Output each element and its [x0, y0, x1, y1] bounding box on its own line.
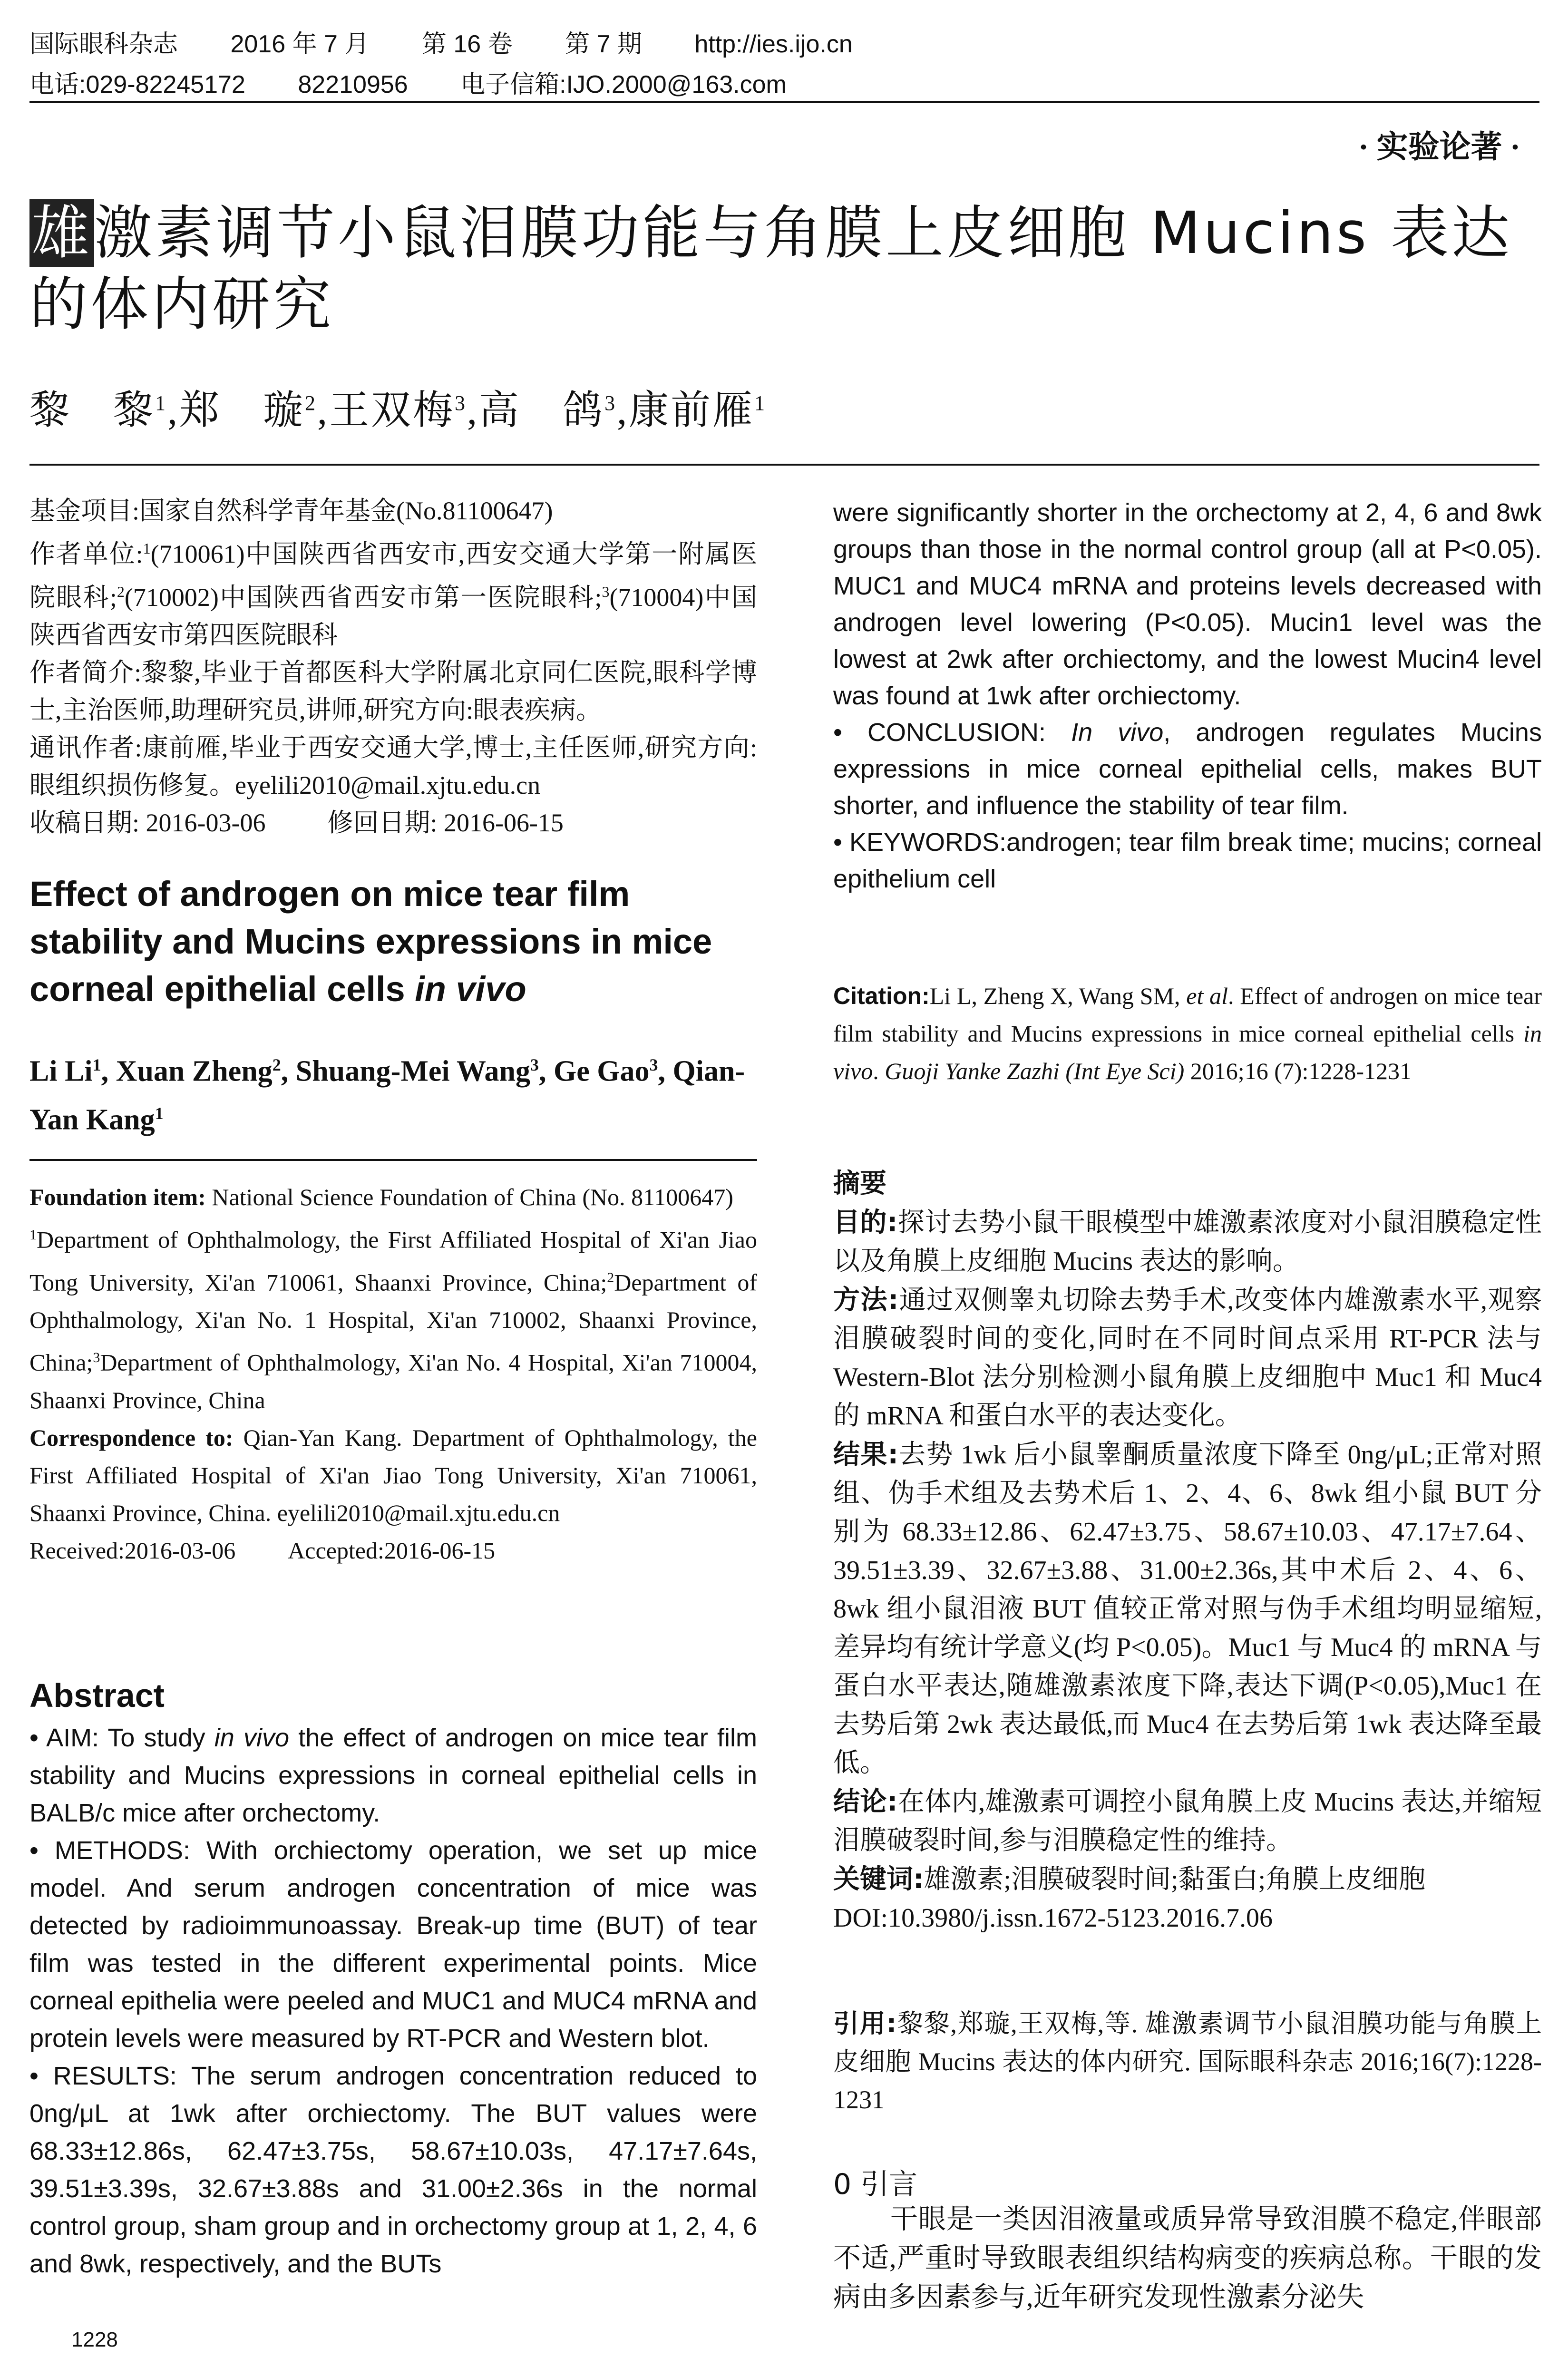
results-label: • RESULTS: — [29, 2062, 177, 2090]
dates-zh — [29, 804, 757, 842]
zh-conclusion-label: 结论: — [833, 1786, 898, 1817]
departments-en: $^1$Department of Ophthalmology, the First Affiliated Hospital of Xi'an Jiao Tong University, Xi'an 710061, Shaanxi Province, China;$^2$Department of Ophthalmology, Xi'an No. 1 Hospital, Xi'an 710002, Shaanxi Province, China;$^3$Department of Ophthalmology, Xi'an No. 4 Hospital, Xi'an 710004, Shaanxi Province, China — [29, 1226, 757, 1413]
citation-etal: et al — [1186, 983, 1228, 1009]
abstract-results — [29, 2057, 757, 2283]
zh-conclusion — [833, 1783, 1542, 1860]
article-info — [29, 492, 757, 842]
english-title-main: Effect of androgen on mice tear film stability and Mucins expressions in mice corneal epithelial cells — [29, 874, 712, 1009]
affil-3: (710004)中国陕西省西安市第四医院眼科 — [29, 583, 758, 649]
author-sup: 1 — [155, 1103, 164, 1123]
received-date-en: Received:2016-03-06 — [29, 1537, 236, 1564]
zh-citation-text: 黎黎,郑璇,王双梅,等. 雄激素调节小鼠泪膜功能与角膜上皮细胞 Mucins 表达的体内研究. 国际眼科杂志 2016;16(7):1228-1231 — [833, 2009, 1542, 2114]
chinese-abstract — [833, 1164, 1542, 1938]
citation-label: Citation: — [833, 983, 930, 1009]
title-rest: 激素调节小鼠泪膜功能与角膜上皮细胞 Mucins 表达的体内研究 — [29, 199, 1512, 338]
english-title-italic: in vivo — [415, 969, 526, 1009]
author-zh: 郑 璇 — [179, 389, 305, 433]
phone-2: 82210956 — [298, 71, 408, 98]
title-rule — [29, 464, 1539, 466]
page-number: 1228 — [71, 2328, 118, 2351]
author-en: Qian-Yan Kang — [29, 1055, 745, 1136]
author-zh: 王双梅 — [329, 389, 455, 433]
affiliation-zh: 作者单位:$^1$(710061)中国陕西省西安市,西安交通大学第一附属医院眼科;$^2$(710002)中国陕西省西安市第一医院眼科;$^3$(710004)中国陕西省西安市第四医院眼科 — [29, 540, 758, 649]
authors-en: Li Li$^1$, Xuan Zheng$^2$, Shuang-Mei Wang$^3$, Ge Gao$^3$, Qian-Yan Kang$^1$ — [29, 1055, 745, 1136]
corr-label: Correspondence to: — [29, 1424, 234, 1451]
author-zh: 黎 黎 — [29, 389, 156, 433]
author-sup: 2 — [305, 391, 318, 415]
conclusion-italic: In vivo — [1071, 718, 1164, 747]
affil-1: (710061)中国陕西省西安市,西安交通大学第一附属医院眼科; — [29, 540, 757, 612]
conclusion-label: • CONCLUSION: — [833, 718, 1046, 747]
author-zh: 康前雁 — [629, 389, 755, 433]
zh-results — [833, 1435, 1542, 1783]
author-sup: 1 — [155, 391, 168, 415]
zh-citation-label: 引用: — [833, 2008, 897, 2038]
aim-post: the effect of androgen on mice tear film stability and Mucins expressions in corneal epithelial cells in BALB/c mice after orchectomy. — [29, 1724, 757, 1827]
citation-authors: Li L, Zheng X, Wang SM, — [929, 983, 1180, 1009]
foundation-zh: 基金项目:国家自然科学青年基金(No.81100647) — [29, 497, 553, 525]
zh-conclusion-text: 在体内,雄激素可调控小鼠角膜上皮 Mucins 表达,并缩短泪膜破裂时间,参与泪膜稳定性的维持。 — [833, 1787, 1542, 1855]
volume: 第 16 卷 — [421, 30, 513, 58]
author-en: Li Li — [29, 1055, 93, 1088]
issue-date: 2016 年 7 月 — [230, 30, 370, 58]
author-sup: 3 — [455, 391, 467, 415]
title-highlight: 雄 — [29, 199, 94, 267]
zh-methods — [833, 1281, 1542, 1435]
zh-aim-label: 目的: — [833, 1207, 898, 1238]
methods-label: • METHODS: — [29, 1836, 190, 1865]
methods-text: With orchiectomy operation, we set up mice model. And serum androgen concentration of mice was detected by radioimmunoassay. Break-up time (BUT) of tear film was tested in the different experimental points. Mice corneal epithelia were peeled and MUC1 and MUC4 mRNA and protein levels were measured by RT-PCR and Western blot. — [29, 1836, 757, 2053]
author-en: Shuang-Mei Wang — [295, 1055, 531, 1088]
doi[interactable]: DOI:10.3980/j.issn.1672-5123.2016.7.06 — [833, 1903, 1273, 1933]
citation-zh — [833, 2005, 1542, 2119]
keywords-text: androgen; tear film break time; mucins; corneal epithelium cell — [833, 828, 1542, 893]
abstract-keywords — [833, 824, 1542, 897]
intro-heading: 0 引言 — [833, 2168, 918, 2201]
author-zh: 高 鸽 — [479, 389, 605, 433]
email[interactable]: 电子信箱:IJO.2000@163.com — [460, 71, 787, 98]
author-sup: 2 — [272, 1055, 281, 1074]
foundation-text: National Science Foundation of China (No. 81100647) — [212, 1184, 733, 1210]
journal-header-line2 — [29, 64, 832, 100]
author-en: Ge Gao — [554, 1055, 650, 1088]
zh-keywords — [833, 1860, 1542, 1899]
journal-url[interactable]: http://ies.ijo.cn — [694, 30, 853, 58]
corr-text: Qian-Yan Kang. Department of Ophthalmology, the First Affiliated Hospital of Xi'an Jiao Tong University, Xi'an 710061, Shaanxi Province, China. eyelili2010@mail.xjtu.edu.cn — [29, 1424, 757, 1526]
abstract-methods — [29, 1832, 757, 2057]
zh-aim-text: 探讨去势小鼠干眼模型中雄激素浓度对小鼠泪膜稳定性以及角膜上皮细胞 Mucins 表达的影响。 — [833, 1208, 1542, 1276]
affiliation-en — [29, 1179, 757, 1569]
author-en: Xuan Zheng — [116, 1055, 273, 1088]
zh-aim — [833, 1203, 1542, 1281]
zh-keywords-label: 关键词: — [833, 1864, 924, 1895]
revised-date-zh: 修回日期: 2016-06-15 — [327, 809, 564, 837]
foundation-label: Foundation item: — [29, 1184, 206, 1210]
abstract-conclusion — [833, 714, 1542, 824]
phone: 电话:029-82245172 — [29, 71, 245, 98]
conclusion-text: , androgen regulates Mucins expressions in mice corneal epithelial cells, makes BUT shorter, and influence the stability of tear film. — [833, 718, 1542, 820]
citation-journal: Guoji Yanke Zazhi (Int Eye Sci) — [885, 1058, 1185, 1084]
author-sup: 1 — [754, 391, 767, 415]
corresponding-author-zh: 通讯作者:康前雁,毕业于西安交通大学,博士,主任医师,研究方向:眼组织损伤修复。eyelili2010@mail.xjtu.edu.cn — [29, 733, 757, 799]
zh-keywords-text: 雄激素;泪膜破裂时间;黏蛋白;角膜上皮细胞 — [924, 1865, 1426, 1894]
citation-title: . Effect of androgen on mice tear film stability and Mucins expressions in mice corneal epithelial cells — [833, 983, 1542, 1047]
received-date-zh: 收稿日期: 2016-03-06 — [29, 809, 266, 837]
citation-invivo: in vivo — [833, 1020, 1542, 1084]
aim-label: • AIM: — [29, 1724, 99, 1752]
author-sup: 1 — [92, 1055, 101, 1074]
affil-2: (710002)中国陕西省西安市第一医院眼科; — [124, 583, 602, 612]
authors-rule — [29, 1159, 757, 1161]
zh-methods-label: 方法: — [833, 1285, 899, 1315]
results-text: The serum androgen concentration reduced to 0ng/μL at 1wk after orchiectomy. The BUT values were 68.33±12.86s, 62.47±3.75s, 58.67±10.03s, 47.17±7.64s, 39.51±3.39s, 32.67±3.88s and 31.00±2.36s in the normal control group, sham group and in orchectomy group at 1, 2, 4, 6 and 8wk, respectively, and the BUTs — [29, 2062, 758, 2278]
issue-number: 第 7 期 — [565, 30, 642, 58]
english-title — [29, 870, 757, 1013]
citation-ref: 2016;16 (7):1228-1231 — [1190, 1058, 1412, 1084]
foundation-en — [29, 1179, 757, 1216]
abstract-results-cont: were significantly shorter in the orchectomy at 2, 4, 6 and 8wk groups than those in the normal control group (all at P<0.05). MUC1 and MUC4 mRNA and proteins levels decreased with androgen level lowering (P<0.05). Mucin1 level was the lowest at 2wk after orchiectomy, and the lowest Mucin4 level was found at 1wk after orchiectomy. — [833, 498, 1542, 710]
abstract-aim — [29, 1719, 757, 1832]
section-tag: · 实验论著 · — [1358, 130, 1520, 165]
keywords-label: • KEYWORDS: — [833, 828, 1007, 857]
dept-3: Department of Ophthalmology, Xi'an No. 4 Hospital, Xi'an 710004, Shaanxi Province, China — [29, 1349, 757, 1413]
citation-en: Citation:Li L, Zheng X, Wang SM, et al. Effect of androgen on mice tear film stability and Mucins expressions in mice corneal epithelial cells in vivo. Guoji Yanke Zazhi (Int Eye Sci) 2016;16 (7):1228-1231 — [833, 983, 1542, 1084]
affil-label: 作者单位: — [29, 540, 143, 568]
dept-1: Department of Ophthalmology, the First Affiliated Hospital of Xi'an Jiao Tong University, Xi'an 710061, Shaanxi Province, China; — [29, 1226, 757, 1296]
author-bio: 作者简介:黎黎,毕业于首都医科大学附属北京同仁医院,眼科学博士,主治医师,助理研究员,讲师,研究方向:眼表疾病。 — [29, 658, 757, 724]
intro-text: 干眼是一类因泪液量或质异常导致泪膜不稳定,伴眼部不适,严重时导致眼表组织结构病变的疾病总称。干眼的发病由多因素参与,近年研究发现性激素分泌失 — [833, 2203, 1542, 2312]
zh-results-text: 去势 1wk 后小鼠睾酮质量浓度下降至 0ng/μL;正常对照组、伪手术组及去势术后 1、2、4、6、8wk 组小鼠 BUT 分别为 68.33±12.86、62.47±3.75、58.67±10.03、47.17±7.64、39.51±3.39、32.67±3.88、31.00±2.36s,其中术后 2、4、6、8wk 组小鼠泪液 BUT 值较正常对照与伪手术组均明显缩短,差异均有统计学意义(均 P<0.05)。Muc1 与 Muc4 的 mRNA 与蛋白水平表达,随雄激素浓度下降,表达下调(P<0.05),Muc1 在去势后第 2wk 表达最低,而 Muc4 在去势后第 1wk 表达降至最低。 — [833, 1440, 1542, 1778]
correspondence-en — [29, 1419, 757, 1532]
journal-header-line1 — [29, 24, 898, 59]
zh-results-label: 结果: — [833, 1439, 898, 1470]
authors-zh: 黎 黎$^1$,郑 璇$^2$,王双梅$^3$,高 鸽$^3$,康前雁$^1$ — [29, 389, 767, 433]
author-sup: 3 — [530, 1055, 539, 1074]
abstract-continued — [833, 495, 1542, 897]
aim-pre: To study — [107, 1724, 205, 1752]
dept-2: Department of Ophthalmology, Xi'an No. 1 Hospital, Xi'an 710002, Shaanxi Province, China; — [29, 1269, 757, 1376]
zh-abstract-heading: 摘要 — [833, 1168, 886, 1199]
accepted-date-en: Accepted:2016-06-15 — [288, 1537, 496, 1564]
article-title — [29, 197, 1542, 340]
dates-en — [29, 1532, 757, 1569]
zh-methods-text: 通过双侧睾丸切除去势手术,改变体内雄激素水平,观察泪膜破裂时间的变化,同时在不同时间点采用 RT-PCR 法与 Western-Blot 法分别检测小鼠角膜上皮细胞中 Muc1 和 Muc4 的 mRNA 和蛋白水平的表达变化。 — [833, 1286, 1542, 1431]
abstract-body — [29, 1719, 757, 2283]
journal-name: 国际眼科杂志 — [29, 30, 178, 58]
author-sup: 3 — [604, 391, 617, 415]
aim-italic: in vivo — [214, 1724, 290, 1752]
author-sup: 3 — [649, 1055, 658, 1074]
abstract-heading: Abstract — [29, 1677, 165, 1714]
header-rule — [29, 101, 1539, 103]
intro-body — [833, 2200, 1542, 2317]
